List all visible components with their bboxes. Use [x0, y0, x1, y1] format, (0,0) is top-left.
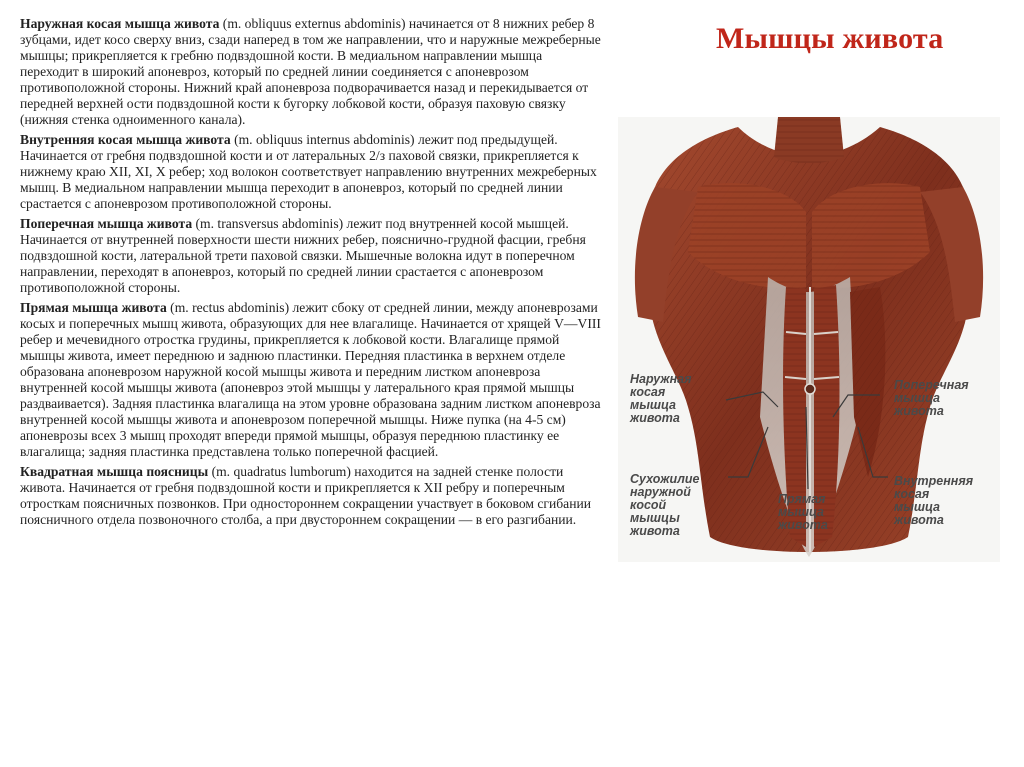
muscle-name: Наружная косая мышца живота — [20, 16, 220, 31]
paragraph-quadratus — [20, 464, 602, 528]
slide-title: Мышцы живота — [716, 22, 944, 55]
label-internal-oblique: Внутренняя косая мышца живота — [894, 474, 974, 527]
label-transverse: Поперечная мышца живота — [894, 378, 969, 418]
label-rectus: Прямая мышца живота — [778, 492, 828, 532]
label-tendon-external-oblique: Сухожилие наружной косой мышцы живота — [630, 472, 700, 538]
muscle-name: Квадратная мышца поясницы — [20, 464, 209, 479]
muscle-name: Поперечная мышца живота — [20, 216, 193, 231]
paragraph-external-oblique — [20, 16, 602, 128]
text-column — [20, 16, 602, 532]
paragraph-text: (m. obliquus internus abdominis) лежит под предыдущей. Начинается от гребня подвздошной кости и от латеральных 2/з паховой связки, прикрепляется к нижнему краю XII, XI, X ребер; ход волокон соответствует направлению внутренних межреберных мышц. В медиальном направлении мышца переходит в апоневроз, который по средней линии срастается с апоневрозом противоположной стороны. — [20, 132, 597, 211]
label-external-oblique: Наружная косая мышца живота — [630, 372, 692, 425]
anatomy-illustration — [618, 117, 1000, 562]
paragraph-text: (m. obliquus externus abdominis) начинается от 8 нижних ребер 8 зубцами, идет косо сверху вниз, сзади наперед в том же направлении, что и наружные межреберные мышцы; прикрепляется к гребню подвздошной кости. В медиальном направлении мышца переходит в широкий апоневроз, который по средней линии соединяется с апоневрозом противоположной стороны. Нижний край апоневроза подворачивается назад и перекидывается от передней верхней ости подвздошной кости к бугорку лобковой кости, образуя паховую связку (нижняя стенка одноименного канала). — [20, 16, 601, 127]
paragraph-text: (m. quadratus lumborum) находится на задней стенке полости живота. Начинается от гребня подвздошной кости и прикрепляется к XII ребру и поперечным отросткам поясничных позвонков. При одностороннем сокращении участвует в боковом сгибании поясничного отдела позвоночного столба, а при двустороннем сокращении — в его разгибании. — [20, 464, 592, 527]
paragraph-transverse — [20, 216, 602, 296]
paragraph-text: (m. rectus abdominis) лежит сбоку от средней линии, между апоневрозами косых и поперечных мышц живота, образующих для нее влагалище. Начинается от хрящей V—VIII ребер и мечевидного отростка грудины, прикрепляется к лобковой кости. Влагалище прямой мышцы живота, имеет переднюю и заднюю пластинки. Передняя пластинка в верхнем отделе образована апоневрозом наружной косой мышцы живота и передним листком апоневроза внутренней косой мышцы живота (апоневроз этой мышцы у латерального края прямой мышцы раздваивается). Задняя пластинка влагалища на этом уровне образована задним листком апоневроза внутренней косой мышцы живота и апоневрозом поперечной мышцы. Ниже пупка (на 4-5 см) апоневрозы всех 3 мышц проходят впереди прямой мышцы, образуя переднюю пластинку ее влагалища; задняя пластинка представлена только поперечной фасцией. — [20, 300, 601, 459]
paragraph-internal-oblique — [20, 132, 602, 212]
paragraph-text: (m. transversus abdominis) лежит под внутренней косой мышцей. Начинается от внутренней поверхности шести нижних ребер, пояснично-грудной фасции, гребня подвздошной кости, латеральной трети паховой связки. Мышечные волокна идут в поперечном направлении, переходят в апоневроз, который по средней линии срастается с апоневрозом противоположной стороны. — [20, 216, 586, 295]
paragraph-rectus — [20, 300, 602, 460]
muscle-name: Прямая мышца живота — [20, 300, 167, 315]
muscle-name: Внутренняя косая мышца живота — [20, 132, 231, 147]
